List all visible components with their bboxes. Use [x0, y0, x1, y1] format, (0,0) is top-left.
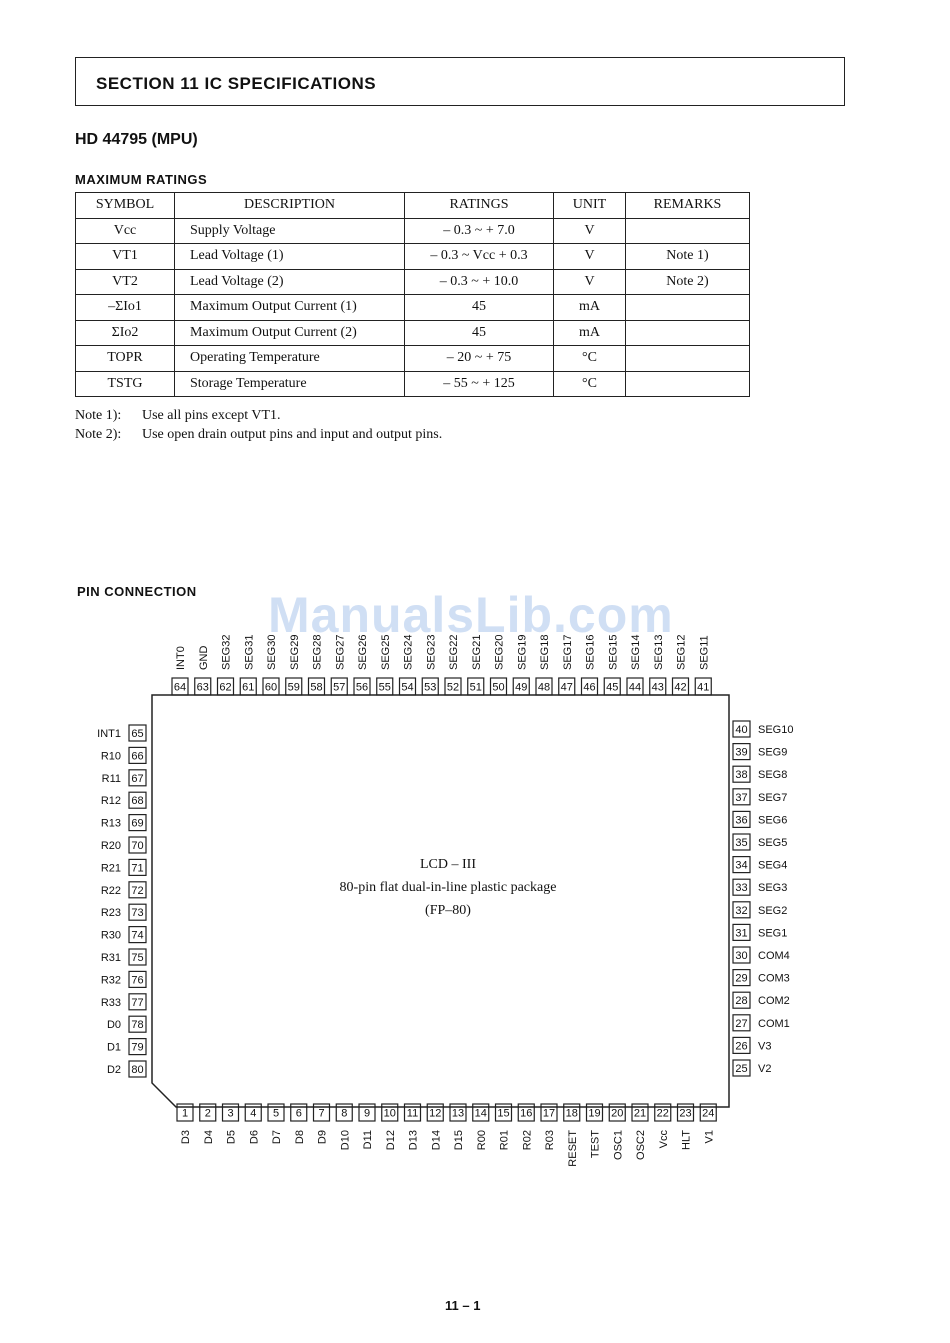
pin-52 — [445, 678, 461, 695]
pin-number: 63 — [196, 681, 209, 694]
pin-label: SEG32 — [220, 634, 233, 670]
pin-78 — [129, 1016, 146, 1032]
pin-label: R32 — [100, 974, 121, 987]
pin-label: SEG22 — [448, 634, 460, 670]
pin-label: D7 — [271, 1130, 283, 1145]
pin-number: 41 — [697, 681, 710, 694]
pin-label: D8 — [293, 1130, 306, 1145]
pin-number: 21 — [633, 1107, 647, 1120]
pin-12 — [427, 1104, 443, 1121]
pin-label: R20 — [100, 840, 121, 852]
pin-label: R02 — [521, 1130, 534, 1151]
pin-label: SEG16 — [584, 634, 597, 670]
header-symbol: SYMBOL — [76, 193, 175, 219]
pin-77 — [129, 994, 146, 1010]
pin-number: 64 — [173, 681, 187, 694]
pin-44 — [627, 678, 643, 695]
header-ratings: RATINGS — [405, 193, 554, 219]
cell-rating: – 20 ~ + 75 — [405, 346, 554, 372]
pin-50 — [491, 678, 507, 695]
ratings-title: MAXIMUM RATINGS — [75, 172, 208, 187]
pin-number: 49 — [515, 681, 528, 694]
pin-number: 66 — [131, 750, 144, 763]
pin-62 — [218, 678, 234, 695]
note-text: Use all pins except VT1. — [142, 408, 281, 423]
pin-33 — [733, 879, 750, 895]
pin-number: 24 — [702, 1107, 715, 1120]
pin-label: V3 — [758, 1040, 772, 1053]
pin-label: R22 — [100, 884, 121, 897]
pin-number: 62 — [219, 681, 232, 694]
pin-number: 53 — [424, 681, 437, 694]
pin-label: SEG6 — [758, 814, 788, 827]
pin-number: 51 — [469, 681, 482, 694]
pin-number: 79 — [131, 1041, 144, 1054]
pin-number: 45 — [606, 681, 619, 694]
pin-number: 3 — [227, 1107, 234, 1120]
pin-number: 33 — [735, 882, 748, 895]
pin-label: SEG29 — [288, 634, 301, 670]
pin-70 — [129, 837, 146, 853]
pin-23 — [678, 1104, 694, 1121]
cell-symbol: VT2 — [76, 269, 175, 295]
pin-label: Vcc — [657, 1130, 670, 1149]
pin-number: 10 — [383, 1107, 396, 1120]
pin-label: D12 — [384, 1130, 397, 1151]
pin-35 — [733, 834, 750, 850]
pin-71 — [129, 859, 146, 875]
pin-31 — [733, 924, 750, 940]
pin-number: 58 — [310, 681, 323, 694]
pin-number: 60 — [264, 681, 278, 694]
pin-number: 23 — [679, 1107, 692, 1120]
pin-label: SEG12 — [675, 634, 688, 670]
pin-label: COM1 — [758, 1017, 790, 1030]
cell-description: Supply Voltage — [175, 218, 405, 244]
pin-number: 36 — [735, 814, 748, 827]
pin-label: D6 — [248, 1130, 261, 1145]
pin-label: SEG17 — [561, 634, 574, 670]
pin-number: 29 — [735, 972, 748, 985]
pin-64 — [172, 678, 188, 695]
pin-number: 40 — [735, 724, 748, 736]
pin-number: 43 — [651, 681, 664, 694]
header-unit: UNIT — [554, 193, 626, 219]
pin-number: 8 — [341, 1107, 348, 1120]
pin-label: SEG30 — [266, 634, 278, 670]
pin-label: D1 — [106, 1041, 121, 1054]
pin-label: SEG8 — [758, 769, 788, 782]
pin-label: SEG26 — [357, 634, 369, 670]
note-label: Note 2): — [75, 427, 122, 442]
cell-description: Lead Voltage (1) — [175, 244, 405, 270]
pin-number: 74 — [131, 929, 144, 942]
pin-label: OSC1 — [612, 1130, 625, 1160]
pin-32 — [733, 902, 750, 918]
pin-number: 20 — [611, 1107, 624, 1120]
cell-unit: °C — [554, 346, 626, 372]
pin-number: 38 — [735, 769, 748, 782]
pin-number: 54 — [401, 681, 414, 694]
pin-39 — [733, 744, 750, 760]
cell-unit: mA — [554, 295, 626, 321]
pin-number: 59 — [287, 681, 300, 694]
pin-55 — [377, 678, 393, 695]
pin-79 — [129, 1039, 146, 1055]
pin-51 — [468, 678, 484, 695]
pin-label: SEG23 — [425, 634, 438, 670]
cell-symbol: VT1 — [76, 244, 175, 270]
pin-61 — [240, 678, 256, 695]
pin-number: 9 — [363, 1107, 371, 1120]
cell-unit: mA — [554, 320, 626, 346]
pin-17 — [541, 1104, 557, 1121]
pin-40 — [733, 721, 750, 737]
pin-number: 39 — [735, 746, 748, 759]
cell-description: Storage Temperature — [175, 371, 405, 397]
pin-number: 72 — [131, 884, 144, 897]
pin-number: 65 — [131, 728, 144, 740]
cell-description: Lead Voltage (2) — [175, 269, 405, 295]
pin-label: R10 — [100, 750, 121, 763]
pin-number: 47 — [560, 681, 573, 694]
pin-number: 6 — [295, 1107, 302, 1120]
pin-29 — [733, 970, 750, 986]
pin-label: SEG18 — [539, 634, 551, 670]
pin-41 — [695, 678, 711, 695]
pin-57 — [331, 678, 347, 695]
pin-34 — [733, 857, 750, 873]
pin-number: 34 — [735, 859, 748, 872]
cell-symbol: Vcc — [76, 218, 175, 244]
pin-number: 25 — [735, 1063, 748, 1075]
pin-label: D9 — [316, 1130, 329, 1145]
pin-label: SEG11 — [698, 635, 711, 670]
cell-rating: 45 — [405, 320, 554, 346]
pin-label: R23 — [100, 907, 121, 920]
pin-26 — [733, 1037, 750, 1053]
pin-number: 35 — [735, 837, 748, 849]
pin-80 — [129, 1061, 146, 1077]
pin-number: 77 — [131, 996, 144, 1009]
pin-label: R21 — [100, 862, 121, 875]
cell-rating: – 55 ~ + 125 — [405, 371, 554, 397]
pin-73 — [129, 904, 146, 920]
pin-label: COM2 — [758, 995, 790, 1008]
pin-number: 15 — [497, 1107, 510, 1120]
pin-label: D13 — [407, 1130, 420, 1151]
pin-label: V1 — [703, 1130, 716, 1144]
pin-label: SEG25 — [379, 634, 392, 670]
pin-label: R01 — [498, 1130, 511, 1151]
pin-10 — [382, 1104, 398, 1121]
pin-label: TEST — [589, 1130, 602, 1159]
pin-label: D3 — [180, 1130, 192, 1145]
pin-number: 69 — [131, 817, 144, 830]
pin-connection-title: PIN CONNECTION — [77, 584, 197, 599]
pin-number: 17 — [542, 1107, 556, 1120]
pin-number: 1 — [181, 1107, 189, 1120]
pin-37 — [733, 789, 750, 805]
pin-label: R30 — [100, 929, 121, 942]
pin-72 — [129, 882, 146, 898]
note-text: Use open drain output pins and input and output pins. — [142, 427, 443, 442]
pin-56 — [354, 678, 370, 695]
pin-number: 57 — [333, 681, 346, 694]
pin-label: SEG2 — [758, 904, 788, 917]
pin-number: 22 — [656, 1107, 669, 1120]
cell-symbol: –ΣIo1 — [76, 295, 175, 321]
pin-21 — [632, 1104, 648, 1121]
pin-label: R13 — [100, 817, 121, 830]
pin-number: 44 — [628, 681, 642, 694]
pin-label: SEG20 — [493, 634, 506, 670]
pin-14 — [473, 1104, 489, 1121]
pin-74 — [129, 927, 146, 943]
pin-number: 56 — [355, 681, 369, 694]
pin-label: R33 — [100, 996, 121, 1009]
pin-label: SEG19 — [516, 634, 529, 670]
pin-48 — [536, 678, 552, 695]
pin-number: 13 — [451, 1107, 465, 1120]
pin-54 — [400, 678, 416, 695]
pin-69 — [129, 815, 146, 831]
pin-label: INT0 — [175, 646, 187, 670]
pin-label: R00 — [475, 1130, 488, 1151]
pin-13 — [450, 1104, 466, 1121]
pin-label: SEG31 — [243, 634, 256, 670]
pin-number: 80 — [131, 1064, 144, 1076]
pin-label: SEG21 — [470, 634, 483, 670]
cell-description: Maximum Output Current (1) — [175, 295, 405, 321]
pin-label: D11 — [362, 1130, 374, 1150]
pin-22 — [655, 1104, 671, 1121]
pin-label: R11 — [101, 772, 121, 785]
pin-number: 27 — [735, 1017, 748, 1030]
pin-38 — [733, 766, 750, 782]
pin-75 — [129, 949, 146, 965]
package-description: 80-pin flat dual-in-line plastic package — [339, 880, 557, 895]
pin-number: 70 — [131, 840, 144, 852]
pin-63 — [195, 678, 211, 695]
pin-number: 2 — [204, 1107, 211, 1120]
pin-label: SEG15 — [607, 634, 620, 670]
cell-rating: – 0.3 ~ Vcc + 0.3 — [405, 244, 554, 270]
pin-number: 78 — [131, 1019, 144, 1032]
cell-symbol: TOPR — [76, 346, 175, 372]
pin-number: 76 — [131, 974, 144, 987]
pin-16 — [518, 1104, 534, 1121]
pin-label: SEG1 — [758, 927, 788, 940]
cell-rating: 45 — [405, 295, 554, 321]
pin-66 — [129, 747, 146, 763]
pin-number: 31 — [735, 927, 748, 940]
pin-label: COM3 — [758, 972, 790, 985]
pin-number: 75 — [131, 952, 144, 964]
pin-47 — [559, 678, 575, 695]
pin-label: SEG4 — [758, 859, 788, 872]
pin-label: D10 — [339, 1130, 352, 1151]
pin-65 — [129, 725, 146, 741]
pin-number: 19 — [588, 1107, 601, 1120]
pin-label: COM4 — [758, 950, 790, 962]
pin-76 — [129, 971, 146, 987]
pin-number: 68 — [131, 795, 144, 808]
pin-label: RESET — [566, 1130, 579, 1167]
pin-label: SEG9 — [758, 746, 788, 759]
pin-number: 50 — [492, 681, 505, 694]
pin-label: D0 — [106, 1019, 121, 1032]
cell-remarks: Note 2) — [626, 269, 750, 295]
pin-20 — [609, 1104, 625, 1121]
pin-label: SEG13 — [652, 634, 665, 670]
pin-label: D14 — [430, 1130, 443, 1151]
cell-symbol: TSTG — [76, 371, 175, 397]
pin-58 — [309, 678, 325, 695]
pin-label: SEG10 — [758, 724, 794, 736]
pin-11 — [405, 1104, 421, 1121]
pin-59 — [286, 678, 302, 695]
header-remarks: REMARKS — [626, 193, 750, 219]
pin-label: SEG3 — [758, 882, 788, 895]
pin-label: SEG24 — [402, 634, 415, 670]
pin-label: SEG14 — [630, 634, 642, 670]
pin-number: 28 — [735, 995, 748, 1008]
pin-30 — [733, 947, 750, 963]
pin-number: 5 — [272, 1107, 280, 1120]
pin-number: 26 — [735, 1040, 748, 1053]
pin-label: INT1 — [97, 728, 121, 740]
pin-19 — [587, 1104, 603, 1121]
pin-number: 55 — [378, 681, 391, 694]
pin-label: D15 — [453, 1130, 465, 1151]
pin-18 — [564, 1104, 580, 1121]
cell-description: Maximum Output Current (2) — [175, 320, 405, 346]
section-title: SECTION 11 IC SPECIFICATIONS — [96, 74, 377, 93]
pin-label: D5 — [225, 1130, 238, 1145]
pin-label: GND — [197, 645, 210, 670]
package-name: LCD – III — [420, 857, 476, 872]
pin-number: 14 — [474, 1107, 487, 1120]
pin-number: 42 — [674, 681, 687, 694]
pin-number: 11 — [406, 1107, 419, 1120]
pin-label: D4 — [202, 1130, 215, 1145]
pin-number: 16 — [520, 1107, 533, 1120]
pin-label: SEG7 — [758, 791, 788, 804]
cell-description: Operating Temperature — [175, 346, 405, 372]
cell-unit: V — [554, 269, 626, 295]
cell-remarks: Note 1) — [626, 244, 750, 270]
pin-number: 12 — [429, 1107, 442, 1120]
pin-number: 52 — [446, 681, 460, 694]
pin-67 — [129, 770, 146, 786]
pin-28 — [733, 992, 750, 1008]
pin-number: 30 — [735, 950, 748, 962]
pins-layer — [97, 635, 793, 1167]
cell-rating: – 0.3 ~ + 7.0 — [405, 218, 554, 244]
pin-label: D2 — [106, 1064, 121, 1076]
pin-number: 67 — [131, 772, 144, 785]
pin-27 — [733, 1015, 750, 1031]
package-code: (FP–80) — [425, 903, 471, 918]
pin-number: 71 — [131, 862, 144, 875]
pin-number: 18 — [565, 1107, 578, 1120]
pin-24 — [700, 1104, 716, 1121]
pin-number: 61 — [242, 681, 255, 694]
pin-43 — [650, 678, 666, 695]
watermark: ManualsLib.com — [268, 587, 674, 643]
pin-number: 4 — [250, 1107, 257, 1120]
pin-label: SEG27 — [334, 634, 347, 670]
pin-number: 48 — [537, 681, 551, 694]
pin-label: HLT — [680, 1130, 693, 1150]
pin-46 — [582, 678, 598, 695]
pin-label: R31 — [100, 952, 121, 964]
pin-number: 46 — [583, 681, 596, 694]
chip-title: HD 44795 (MPU) — [75, 131, 198, 148]
pin-68 — [129, 792, 146, 808]
pin-53 — [422, 678, 438, 695]
cell-unit: °C — [554, 371, 626, 397]
pin-42 — [673, 678, 689, 695]
pin-25 — [733, 1060, 750, 1076]
cell-rating: – 0.3 ~ + 10.0 — [405, 269, 554, 295]
pin-number: 32 — [735, 904, 748, 917]
pin-49 — [513, 678, 529, 695]
cell-symbol: ΣIo2 — [76, 320, 175, 346]
package-body — [152, 695, 729, 1107]
cell-unit: V — [554, 244, 626, 270]
pin-60 — [263, 678, 279, 695]
pin-45 — [604, 678, 620, 695]
pin-label: SEG5 — [758, 837, 788, 849]
pin-15 — [496, 1104, 512, 1121]
note-label: Note 1): — [75, 408, 122, 423]
header-description: DESCRIPTION — [175, 193, 405, 219]
pin-label: V2 — [758, 1063, 772, 1075]
pin-36 — [733, 811, 750, 827]
page-number: 11 – 1 — [445, 1298, 481, 1313]
pin-label: OSC2 — [635, 1130, 647, 1160]
cell-unit: V — [554, 218, 626, 244]
pin-label: R12 — [100, 795, 121, 808]
pin-label: SEG28 — [311, 634, 324, 670]
pin-number: 7 — [318, 1107, 325, 1120]
pin-label: R03 — [544, 1130, 556, 1151]
pin-number: 73 — [131, 907, 144, 920]
pin-number: 37 — [735, 791, 748, 804]
